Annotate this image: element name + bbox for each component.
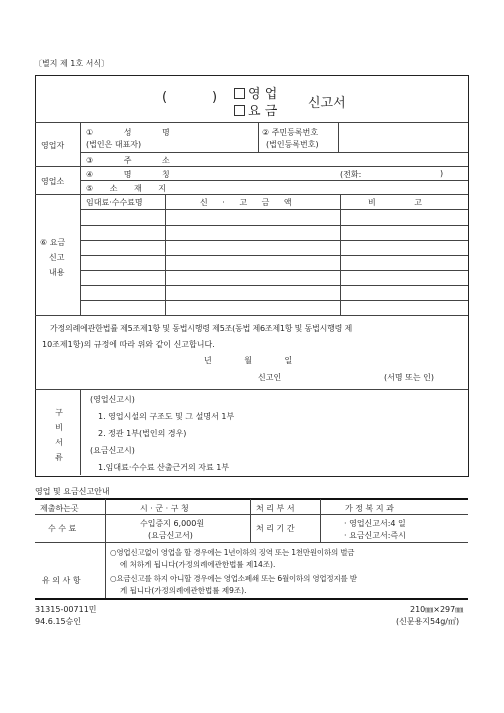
declaration-text-1: 가정의례에관한법률 제5조제1항 및 동법시행령 제5조(동법 제6조제1항 및 동법시행령 제 (50, 324, 353, 333)
guide-dept-label: 처 리 부 서 (256, 504, 295, 513)
reg-number-label: ② 주민등록번호 (262, 128, 319, 137)
address-label: ③ 주 소 (86, 156, 170, 165)
guide-note-2a: ○요금신고를 하지 아니할 경우에는 영업소폐쇄 또는 6월이하의 영업정지를 받 (110, 574, 357, 583)
guide-note-1a: ○영업신고없이 영업을 할 경우에는 1년이하의 징역 또는 1천만원이하의 벌금 (110, 548, 355, 557)
fee-section-label-2: 신고 (49, 253, 65, 262)
docs-business-header: (영업신고시) (90, 395, 135, 404)
footer-size: 210㎜×297㎜ (410, 605, 464, 614)
applicant-label: 신고인 (258, 373, 282, 382)
phone-label: (전화: (340, 170, 362, 179)
reg-number-sub-label: (법인등록번호) (266, 140, 319, 149)
guide-notes-label: 유 의 사 항 (42, 576, 81, 585)
footer-approval: 94.6.15승인 (35, 617, 81, 626)
guide-fee-value-2: (요금신고서) (148, 531, 193, 540)
guide-dept-value: 가 정 복 지 과 (345, 504, 394, 513)
guide-fee-value-1: 수입증지 6,000원 (140, 519, 205, 528)
title-paren-close: ) (212, 90, 218, 105)
docs-fee-item-1: 1.임대료·수수료 산출근거의 자료 1부 (98, 463, 230, 472)
docs-business-item-2: 2. 정관 1부(법인의 경우) (98, 429, 187, 438)
documents-section-label: 구 비 서 류 (55, 408, 63, 462)
title-suffix: 신고서 (308, 96, 346, 111)
title-paren-open: ( (162, 90, 168, 105)
docs-business-item-1: 1. 영업시설의 구조도 및 그 설명서 1부 (98, 412, 235, 421)
address-field[interactable] (170, 154, 464, 165)
location-field[interactable] (170, 182, 464, 193)
reg-number-field[interactable] (342, 126, 464, 148)
col-fee-note: 비 고 (368, 198, 422, 207)
guide-submit-label: 제출하는곳 (40, 504, 79, 513)
footer-paper: (신문용지54g/㎡) (396, 617, 460, 626)
guide-note-1b: 에 처하게 됩니다(가정의례에관한법률 제14조). (120, 560, 276, 569)
title-option-fee: 요 금 (234, 100, 277, 119)
guide-fee-label: 수 수 료 (48, 524, 77, 533)
col-fee-name: 임대료·수수료명 (86, 198, 143, 207)
guide-submit-value: 시 · 군 · 구 청 (140, 504, 189, 513)
declaration-text-2: 10조제1항)의 규정에 따라 위와 같이 신고합니다. (42, 340, 215, 349)
phone-close: ) (440, 169, 444, 178)
sign-label: (서명 또는 인) (384, 373, 434, 382)
checkbox-icon[interactable] (234, 88, 245, 99)
docs-fee-header: (요금신고시) (90, 446, 135, 455)
guide-period-label: 처 리 기 간 (256, 524, 295, 533)
guide-note-2b: 게 됩니다(가정의례에관한법률 제9조). (120, 586, 247, 595)
name-label: ① 성 명 (86, 128, 170, 137)
checkbox-icon[interactable] (234, 105, 245, 116)
footer-code: 31315-00711민 (35, 605, 97, 614)
guide-title: 영업 및 요금신고안내 (35, 487, 110, 496)
section-business-place: 영업소 (41, 177, 65, 186)
declaration-date: 년 월 일 (204, 356, 293, 365)
fee-section-label-1: ⑥ 요금 (40, 238, 66, 247)
name-sub-label: (법인은 대표자) (86, 140, 142, 149)
fee-section-label-3: 내용 (49, 268, 65, 277)
name-field[interactable] (170, 126, 254, 148)
location-label: ⑤ 소 재 지 (86, 184, 168, 193)
guide-period-value-1: · 영업신고서:4 일 (344, 519, 406, 528)
col-fee-amount: 신 · 고 금 액 (200, 198, 292, 207)
section-business-operator: 영업자 (41, 141, 65, 150)
form-reference: 〔별지 제 1호 서식〕 (34, 59, 110, 68)
guide-period-value-2: · 요금신고서:즉시 (344, 531, 406, 540)
place-name-label: ④ 명 칭 (86, 170, 170, 179)
phone-field[interactable] (370, 168, 436, 179)
title-option-business: 영 업 (234, 83, 277, 102)
